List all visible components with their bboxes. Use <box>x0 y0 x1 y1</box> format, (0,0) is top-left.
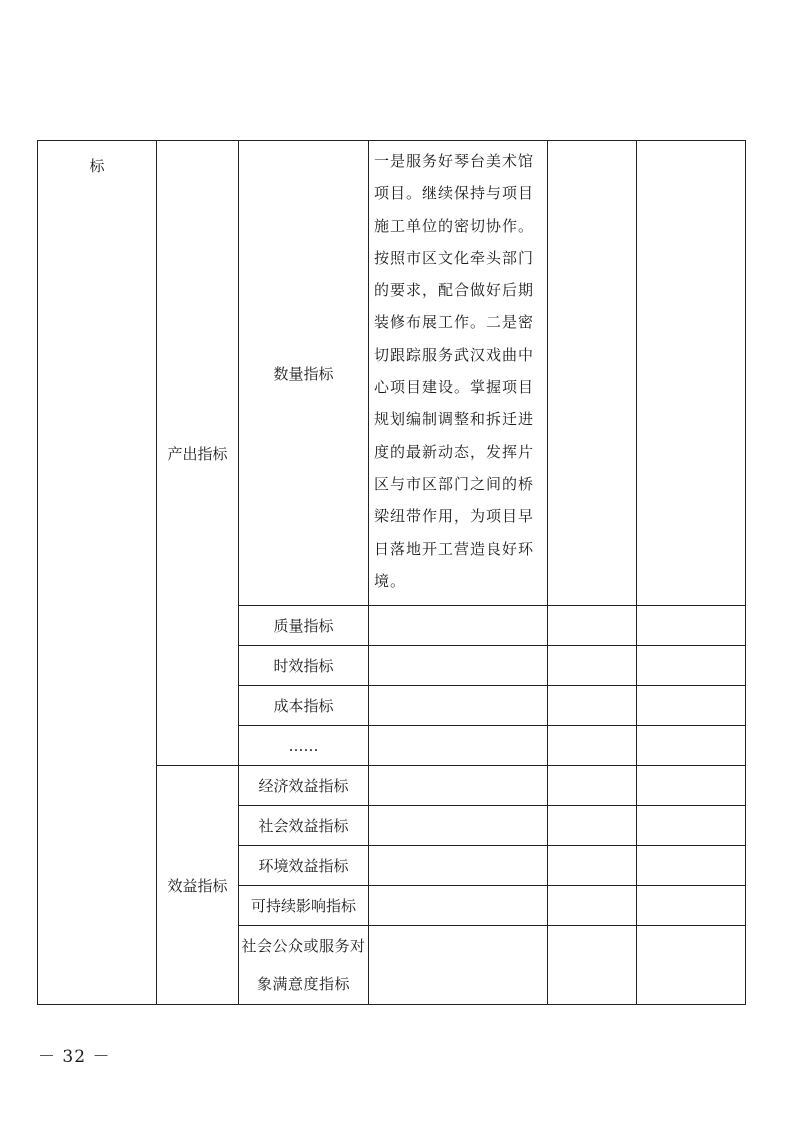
empty-cell <box>637 726 746 766</box>
empty-cell <box>369 726 548 766</box>
empty-cell <box>369 686 548 726</box>
empty-cell <box>637 686 746 726</box>
environmental-benefit-indicator-label: 环境效益指标 <box>239 846 369 886</box>
benefit-indicator-label: 效益指标 <box>157 766 239 1005</box>
empty-cell <box>369 886 548 926</box>
page-number: － 32 － <box>38 1047 111 1067</box>
empty-cell <box>637 846 746 886</box>
empty-cell <box>548 806 637 846</box>
economic-benefit-indicator-label: 经济效益指标 <box>239 766 369 806</box>
timeliness-indicator-label: 时效指标 <box>239 646 369 686</box>
empty-cell <box>369 766 548 806</box>
empty-cell <box>548 606 637 646</box>
performance-indicator-table <box>37 140 746 1005</box>
social-benefit-indicator-label: 社会效益指标 <box>239 806 369 846</box>
empty-cell <box>548 726 637 766</box>
empty-cell <box>369 806 548 846</box>
table-row <box>38 141 746 606</box>
empty-cell <box>369 606 548 646</box>
empty-cell <box>369 646 548 686</box>
empty-cell <box>369 926 548 1005</box>
quantity-indicator-content: 一是服务好琴台美术馆项目。继续保持与项目施工单位的密切协作。按照市区文化牵头部门的要求，配合做好后期装修布展工作。二是密切跟踪服务武汉戏曲中心项目建设。掌握项目规划编制调整和拆迁进度的最新动态，发挥片区与市区部门之间的桥梁纽带作用，为项目早日落地开工营造良好环境。 <box>369 141 548 606</box>
sustainable-impact-indicator-label: 可持续影响指标 <box>239 886 369 926</box>
empty-cell <box>548 646 637 686</box>
empty-cell <box>637 141 746 606</box>
cost-indicator-label: 成本指标 <box>239 686 369 726</box>
empty-cell <box>548 926 637 1005</box>
empty-cell <box>637 806 746 846</box>
quality-indicator-label: 质量指标 <box>239 606 369 646</box>
output-indicator-label: 产出指标 <box>157 141 239 766</box>
first-level-indicator-cell: 标 <box>38 141 157 1005</box>
empty-cell <box>637 886 746 926</box>
empty-cell <box>548 686 637 726</box>
ellipsis-cell: …… <box>239 726 369 766</box>
empty-cell <box>548 886 637 926</box>
empty-cell <box>637 646 746 686</box>
quantity-indicator-label: 数量指标 <box>239 141 369 606</box>
satisfaction-indicator-label: 社会公众或服务对象满意度指标 <box>239 926 369 1005</box>
empty-cell <box>637 606 746 646</box>
empty-cell <box>548 141 637 606</box>
empty-cell <box>637 926 746 1005</box>
empty-cell <box>548 766 637 806</box>
empty-cell <box>637 766 746 806</box>
empty-cell <box>548 846 637 886</box>
empty-cell <box>369 846 548 886</box>
